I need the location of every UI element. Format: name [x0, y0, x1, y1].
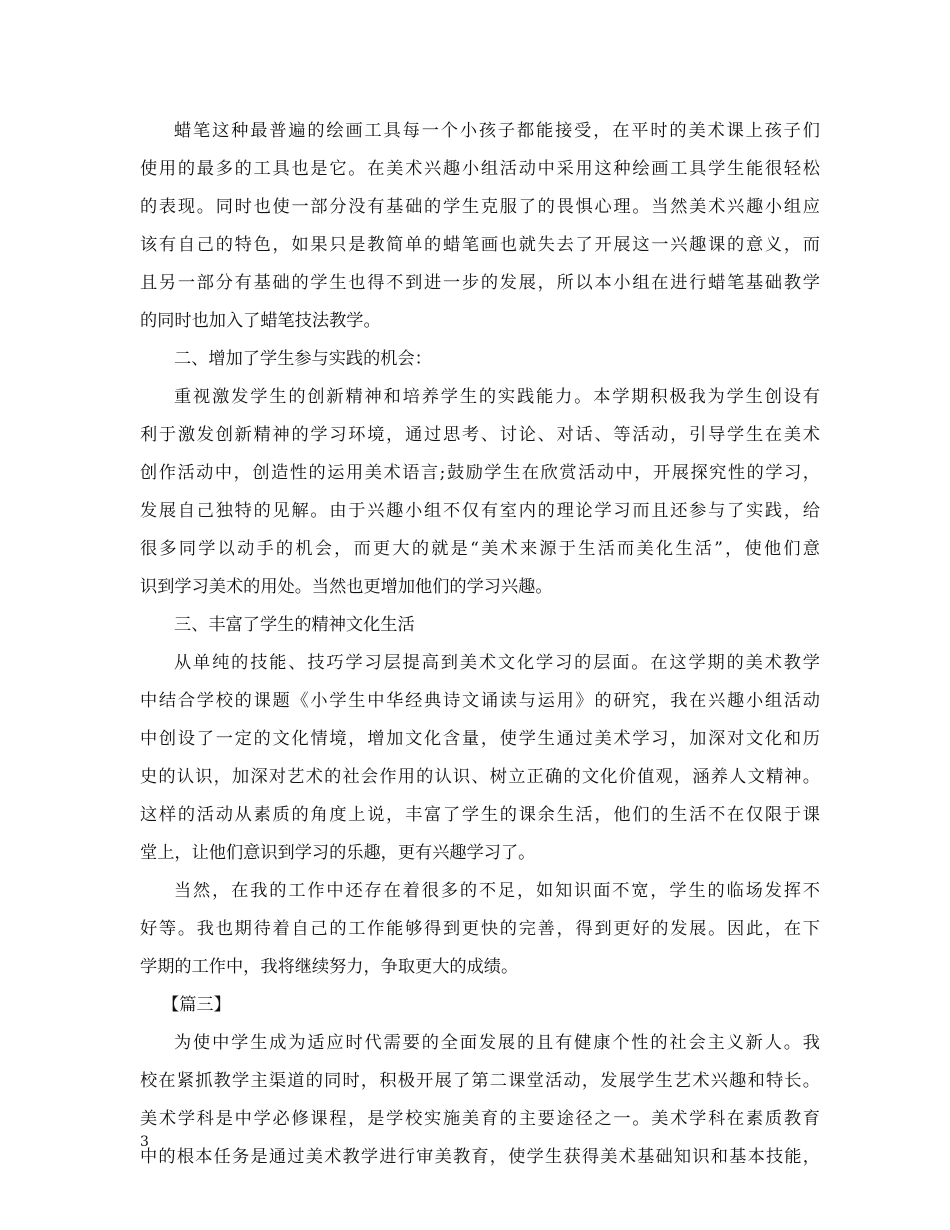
text-line: 史的认识，加深对艺术的社会作用的认识、树立正确的文化价值观，涵养人文精神。 — [140, 767, 820, 787]
text-line: 中创设了一定的文化情境，增加文化含量，使学生通过美术学习，加深对文化和历 — [140, 729, 820, 749]
text-line: 三、丰富了学生的精神文化生活 — [174, 615, 415, 635]
text-line: 很多同学以动手的机会，而更大的就是“美术来源于生活而美化生活”，使他们意 — [140, 539, 820, 559]
text-line: 创作活动中，创造性的运用美术语言;鼓励学生在欣赏活动中，开展探究性的学习， — [140, 463, 820, 483]
text-line: 中结合学校的课题《小学生中华经典诗文诵读与运用》的研究，我在兴趣小组活动 — [140, 691, 820, 711]
text-line: 蜡笔这种最普遍的绘画工具每一个小孩子都能接受，在平时的美术课上孩子们 — [174, 121, 820, 141]
text-line: 为使中学生成为适应时代需要的全面发展的且有健康个性的社会主义新人。我 — [174, 1033, 820, 1053]
text-line: 重视激发学生的创新精神和培养学生的实践能力。本学期积极我为学生创设有 — [174, 387, 820, 407]
text-line: 中的根本任务是通过美术教学进行审美教育，使学生获得美术基础知识和基本技能， — [140, 1147, 820, 1167]
text-line: 发展自己独特的见解。由于兴趣小组不仅有室内的理论学习而且还参与了实践，给 — [140, 501, 820, 521]
text-line: 堂上，让他们意识到学习的乐趣，更有兴趣学习了。 — [140, 843, 536, 863]
page-number: 3 — [140, 1134, 149, 1150]
text-line: 从单纯的技能、技巧学习层提高到美术文化学习的层面。在这学期的美术教学 — [174, 653, 820, 673]
text-line: 【篇三】 — [162, 995, 231, 1015]
text-line: 的表现。同时也使一部分没有基础的学生克服了的畏惧心理。当然美术兴趣小组应 — [140, 197, 820, 217]
text-line: 且另一部分有基础的学生也得不到进一步的发展，所以本小组在进行蜡笔基础教学 — [140, 273, 820, 293]
text-line: 使用的最多的工具也是它。在美术兴趣小组活动中采用这种绘画工具学生能很轻松 — [140, 159, 820, 179]
text-line: 美术学科是中学必修课程，是学校实施美育的主要途径之一。美术学科在素质教育 — [140, 1109, 820, 1129]
text-line: 的同时也加入了蜡笔技法教学。 — [140, 311, 381, 331]
document-body — [140, 112, 820, 1176]
text-line: 学期的工作中，我将继续努力，争取更大的成绩。 — [140, 957, 519, 977]
text-line: 该有自己的特色，如果只是教简单的蜡笔画也就失去了开展这一兴趣课的意义，而 — [140, 235, 820, 255]
text-line: 校在紧抓教学主渠道的同时，积极开展了第二课堂活动，发展学生艺术兴趣和特长。 — [140, 1071, 820, 1091]
text-line: 利于激发创新精神的学习环境，通过思考、讨论、对话、等活动，引导学生在美术 — [140, 425, 820, 445]
text-line: 好等。我也期待着自己的工作能够得到更快的完善，得到更好的发展。因此，在下 — [140, 919, 820, 939]
text-line: 这样的活动从素质的角度上说，丰富了学生的课余生活，他们的生活不在仅限于课 — [140, 805, 820, 825]
text-line: 二、增加了学生参与实践的机会： — [174, 349, 432, 369]
text-line: 当然，在我的工作中还存在着很多的不足，如知识面不宽，学生的临场发挥不 — [174, 881, 820, 901]
text-line: 识到学习美术的用处。当然也更增加他们的学习兴趣。 — [140, 577, 553, 597]
